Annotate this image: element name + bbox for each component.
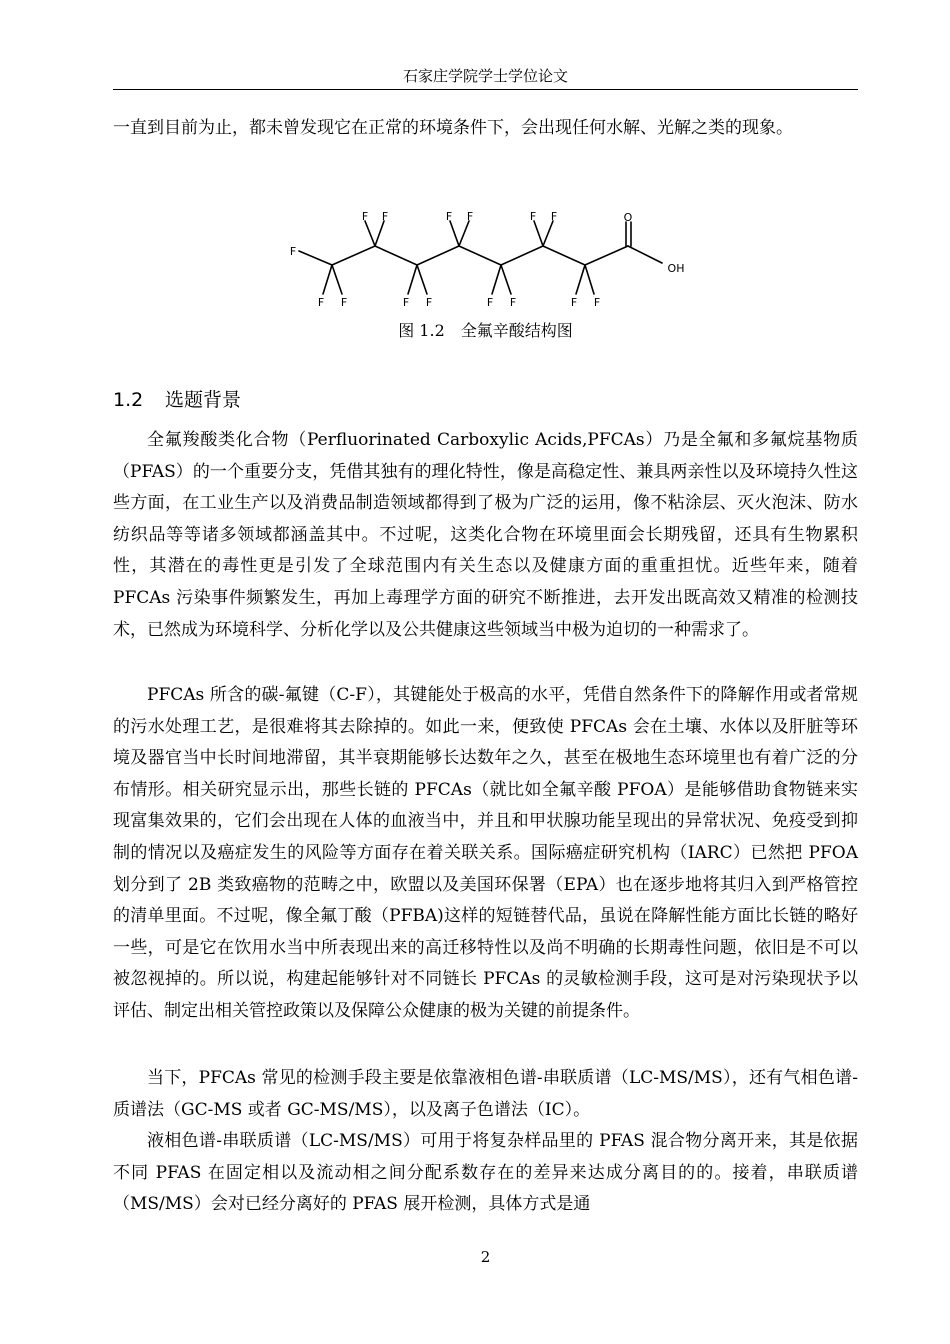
- atom-f: F: [361, 210, 369, 223]
- atom-oh: OH: [667, 262, 685, 275]
- paragraph: PFCAs 所含的碳-氟键（C-F），其键能处于极高的水平，凭借自然条件下的降解作用或者常规的污水处理工艺，是很难将其去除掉的。如此一来，便致使 PFCAs 会在土壤、水体以及肝脏等环境及器官当中长时间地滞留，其半衰期能够长达数年之久，甚至在极地生态环境里也有着广泛的分布情形。相关研究显示出，那些长链的 PFCAs（就比如全氟辛酸 PFOA）是能够借助食物链来实现富集效果的，它们会出现在人体的血液当中，并且和甲状腺功能呈现出的异常状况、免疫受到抑制的情况以及癌症发生的风险等方面存在着关联关系。国际癌症研究机构（IARC）已然把 PFOA 划分到了 2B 类致癌物的范畴之中，欧盟以及美国环保署（EPA）也在逐步地将其归入到严格管控的清单里面。不过呢，像全氟丁酸（PFBA)这样的短链替代品，虽说在降解性能方面比长链的略好一些，可是它在饮用水当中所表现出来的高迁移特性以及尚不明确的长期毒性问题，依旧是不可以被忽视掉的。所以说，构建起能够针对不同链长 PFCAs 的灵敏检测手段，这可是对污染现状予以评估、制定出相关管控政策以及保障公众健康的极为关键的前提条件。: [113, 685, 858, 1021]
- atom-f: F: [466, 210, 474, 223]
- atom-f: F: [529, 210, 537, 223]
- atom-f: F: [289, 245, 297, 258]
- section-heading: [113, 386, 241, 414]
- paragraph: 液相色谱-串联质谱（LC-MS/MS）可用于将复杂样品里的 PFAS 混合物分离开来，其是依据不同 PFAS 在固定相以及流动相之间分配系数存在的差异来达成分离目的的。接着，串联质谱（MS/MS）会对已经分离好的 PFAS 展开检测，具体方式是通: [113, 1131, 858, 1215]
- atom-f: F: [550, 210, 558, 223]
- section-title: 选题背景: [165, 389, 242, 411]
- pfoa-structure-figure: [280, 200, 700, 315]
- section-number: 1.2: [113, 389, 144, 411]
- atom-f: F: [445, 210, 453, 223]
- pfoa-structure-diagram: [280, 200, 700, 315]
- atom-f: F: [340, 296, 348, 309]
- hydroxyl-bond: [628, 246, 662, 263]
- atom-f: F: [402, 296, 410, 309]
- atom-o: O: [623, 211, 633, 224]
- atom-f: F: [486, 296, 494, 309]
- molecule-bonds: [299, 221, 662, 294]
- atom-f: F: [425, 296, 433, 309]
- figure-caption: 图 1.2 全氟辛酸结构图: [398, 321, 573, 340]
- atom-f: F: [509, 296, 517, 309]
- atom-f: F: [317, 296, 325, 309]
- paragraph: 当下，PFCAs 常见的检测手段主要是依靠液相色谱-串联质谱（LC-MS/MS），还有气相色谱-质谱法（GC-MS 或者 GC-MS/MS），以及离子色谱法（IC）。: [113, 1068, 858, 1120]
- atom-f: F: [570, 296, 578, 309]
- bond-c1-f: [299, 251, 332, 265]
- header-rule: [113, 89, 858, 90]
- page-number: 2: [480, 1248, 491, 1266]
- atom-f: F: [381, 210, 389, 223]
- running-header: 石家庄学院学士学位论文: [402, 67, 568, 85]
- paragraph: 全氟羧酸类化合物（Perfluorinated Carboxylic Acids,PFCAs）乃是全氟和多氟烷基物质（PFAS）的一个重要分支，凭借其独有的理化特性，像是高稳定性、兼具两亲性以及环境持久性这些方面，在工业生产以及消费品制造领域都得到了极为广泛的运用，像不粘涂层、灭火泡沫、防水纺织品等等诸多领域都涵盖其中。不过呢，这类化合物在环境里面会长期残留，还具有生物累积性，其潜在的毒性更是引发了全球范围内有关生态以及健康方面的重重担忧。近些年来，随着 PFCAs 污染事件频繁发生，再加上毒理学方面的研究不断推进，去开发出既高效又精准的检测技术，已然成为环境科学、分析化学以及公共健康这些领域当中极为迫切的一种需求了。: [113, 430, 858, 640]
- intro-paragraph: 一直到目前为止，都未曾发现它在正常的环境条件下，会出现任何水解、光解之类的现象。: [113, 118, 793, 138]
- atom-f: F: [593, 296, 601, 309]
- carbon-backbone: [332, 246, 628, 265]
